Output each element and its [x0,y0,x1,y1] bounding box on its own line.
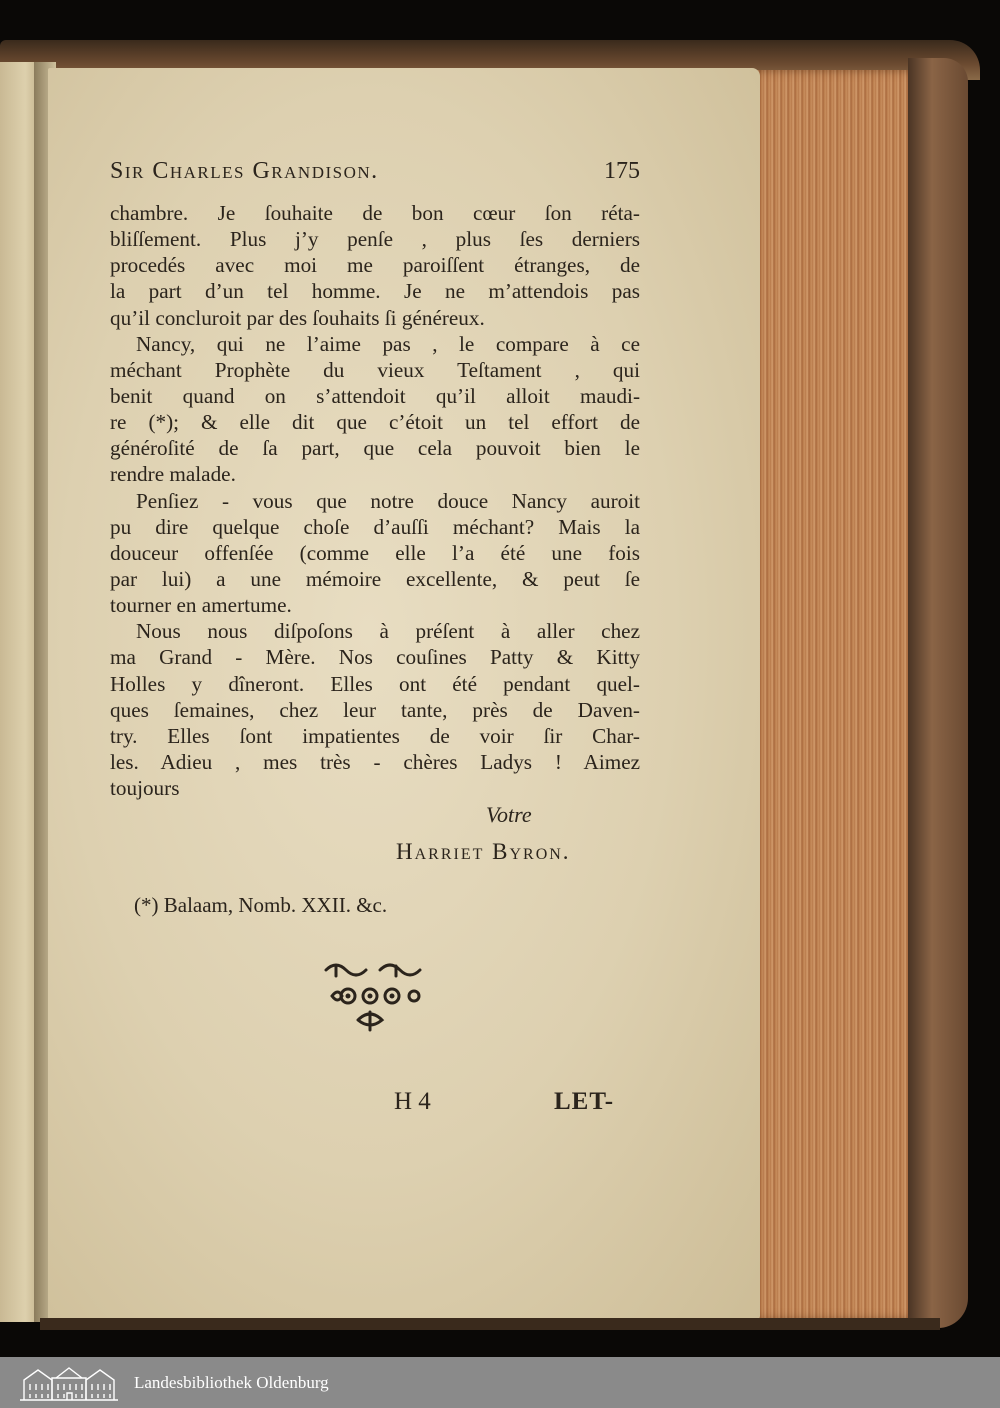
body-text [110,200,640,801]
text-line: douceur offenſée (comme elle l’a été une fois [110,540,640,565]
book-cover-bottom [40,1318,940,1330]
text-line: par lui) a une mémoire excellente, & peut ſe [110,566,640,591]
running-head-title: Sir Charles Grandison. [110,158,379,184]
page-edges [748,70,918,1320]
text-line: bliſſement. Plus j’y penſe , plus ſes derniers [110,227,640,252]
closing-signature: Harriet Byron. [396,839,571,864]
signature-mark: H 4 [394,1088,431,1115]
institution-name: Landesbibliothek Oldenburg [134,1372,329,1392]
text-line: Nancy, qui ne l’aime pas , le compare à ce [136,331,640,356]
text-line: try. Elles ſont impatientes de voir ſir Char- [110,723,640,748]
text-line: tourner en amertume. [110,593,292,618]
text-line: Nous nous diſpoſons à préſent à aller chez [136,619,640,644]
closing-votre: Votre [486,802,532,827]
text-line: ques ſemaines, chez leur tante, près de Daven- [110,697,640,722]
text-line: généroſité de ſa part, que cela pouvoit bien le [110,436,640,461]
text-line: la part d’un tel homme. Je ne m’attendois pas [110,279,640,304]
text-line: qu’il concluroit par des ſouhaits ſi généreux. [110,305,485,330]
printers-ornament [318,956,438,1036]
text-line: re (*); & elle dit que c’étoit un tel effort de [110,410,640,435]
text-line: Holles y dîneront. Elles ont été pendant quel- [110,671,640,696]
catchword: LET- [554,1088,615,1115]
running-head [110,158,640,192]
text-line: benit quand on s’attendoit qu’il alloit maudi- [110,383,640,408]
text-line: les. Adieu , mes très - chères Ladys ! Aimez [110,749,640,774]
book-cover-right [908,58,968,1328]
text-line: rendre malade. [110,462,236,487]
text-line: toujours [110,776,180,801]
library-building-icon [18,1364,120,1402]
text-line: méchant Prophète du vieux Teſtament , qui [110,357,640,382]
text-line: ma Grand - Mère. Nos couſines Patty & Kitty [110,645,640,670]
footnote: (*) Balaam, Nomb. XXII. &c. [134,893,388,917]
text-line: pu dire quelque choſe d’auſſi méchant? Mais la [110,514,640,539]
text-line: procedés avec moi me paroiſſent étranges, de [110,253,640,278]
text-line: Penſiez - vous que notre douce Nancy auroit [136,488,640,513]
footer-bar [0,1357,1000,1408]
page-number: 175 [604,158,640,184]
text-line: chambre. Je ſouhaite de bon cœur ſon réta- [110,201,640,225]
